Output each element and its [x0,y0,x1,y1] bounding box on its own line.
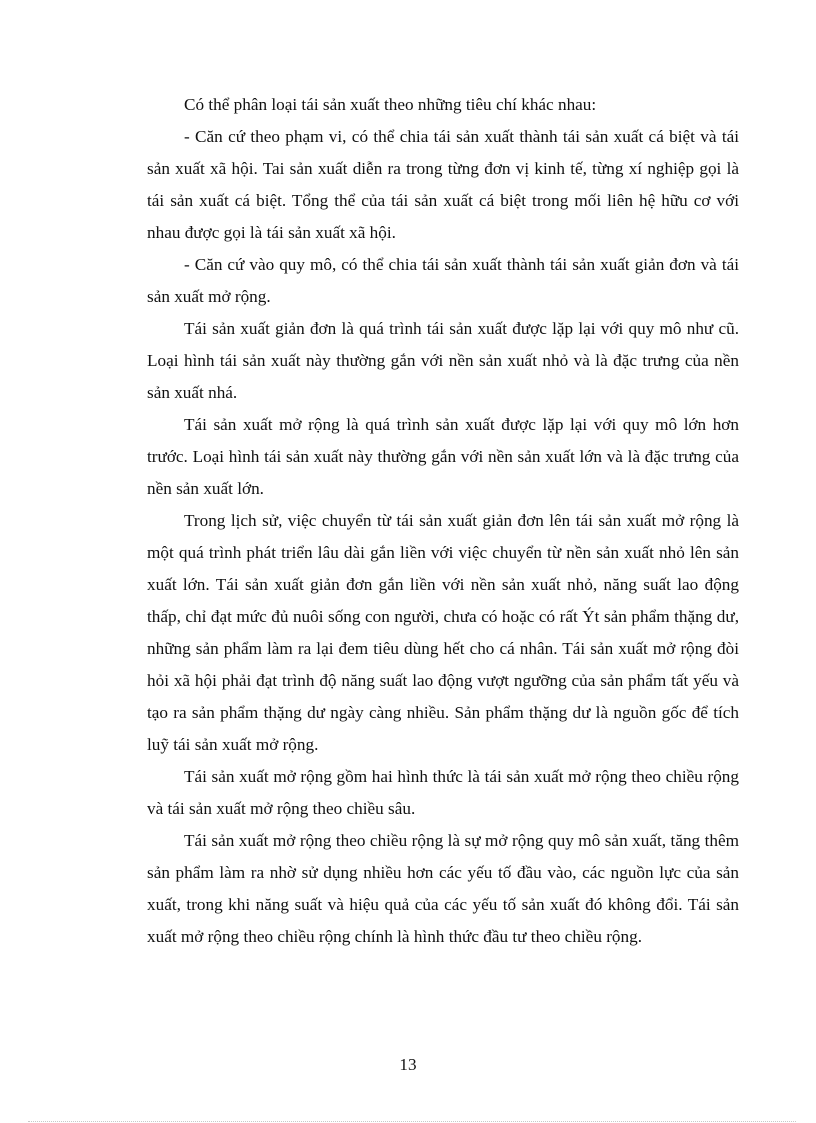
page-bottom-divider [28,1121,796,1122]
paragraph-history: Trong lịch sử, việc chuyển từ tái sản xuất giản đơn lên tái sản xuất mở rộng là một quá trình phát triển lâu dài gắn liền với việc chuyển từ nền sản xuất nhỏ lên sản xuất lớn. Tái sản xuất giản đơn gắn liền với nền sản xuất nhỏ, năng suất lao động thấp, chỉ đạt mức đủ nuôi sống con người, chưa có hoặc có rất Ýt sản phẩm thặng dư, những sản phẩm làm ra lại đem tiêu dùng hết cho cá nhân. Tái sản xuất mở rộng đòi hỏi xã hội phải đạt trình độ năng suất lao động vượt ngưỡng của sản phẩm tất yếu và tạo ra sản phẩm thặng dư ngày càng nhiều. Sản phẩm thặng dư là nguồn gốc để tích luỹ tái sản xuất mở rộng. [147,511,739,754]
paragraph-breadth: Tái sản xuất mở rộng theo chiều rộng là sự mở rộng quy mô sản xuất, tăng thêm sản phẩm làm ra nhờ sử dụng nhiều hơn các yếu tố đầu vào, các nguồn lực của sản xuất, trong khi năng suất và hiệu quả của các yếu tố sản xuất đó không đổi. Tái sản xuất mở rộng theo chiều rộng chính là hình thức đầu tư theo chiều rộng. [147,831,739,946]
paragraph-intro: Có thể phân loại tái sản xuất theo những tiêu chí khác nhau: [184,95,597,114]
paragraph-expanded-reproduction: Tái sản xuất mở rộng là quá trình sản xuất được lặp lại với quy mô lớn hơn trước. Loại hình tái sản xuất này thường gắn với nền sản xuất lớn và là đặc trưng của nền sản xuất lớn. [147,415,739,498]
page-number: 13 [399,1055,417,1074]
paragraph-two-forms: Tái sản xuất mở rộng gồm hai hình thức là tái sản xuất mở rộng theo chiều rộng và tái sản xuất mở rộng theo chiều sâu. [147,767,739,818]
body-text [147,89,739,953]
paragraph-simple-reproduction: Tái sản xuất giản đơn là quá trình tái sản xuất được lặp lại với quy mô như cũ. Loại hình tái sản xuất này thường gắn với nền sản xuất nhỏ và là đặc trưng của nền sản xuất nhá. [147,319,739,402]
paragraph-scale: - Căn cứ vào quy mô, có thể chia tái sản xuất thành tái sản xuất giản đơn và tái sản xuất mở rộng. [147,255,739,306]
paragraph-scope: - Căn cứ theo phạm vi, có thể chia tái sản xuất thành tái sản xuất cá biệt và tái sản xuất xã hội. Tai sản xuất diễn ra trong từng đơn vị kinh tế, từng xí nghiệp gọi là tái sản xuất cá biệt. Tổng thể của tái sản xuất cá biệt trong mối liên hệ hữu cơ với nhau được gọi là tái sản xuất xã hội. [147,127,739,242]
